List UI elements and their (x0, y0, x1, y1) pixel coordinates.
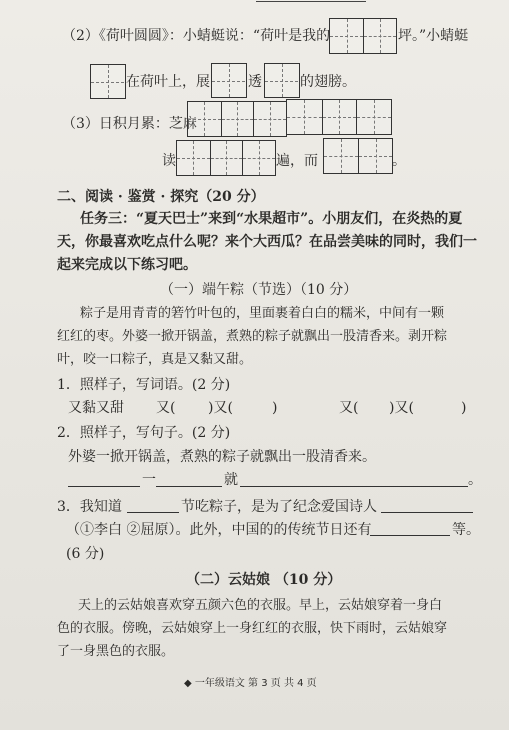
q2-grid-4 (264, 63, 300, 98)
section2-title: 二、阅读 · 鉴赏 · 探究（20 分） (57, 189, 265, 205)
q3-line1-a: 3．我知道 (57, 499, 122, 515)
q1-fill-a: 又( (156, 400, 176, 416)
q3-blank-3[interactable] (370, 521, 450, 536)
q2-blank-3[interactable] (240, 472, 468, 487)
q1-fill-d: 又( (339, 400, 359, 416)
q2-fill-a: 一 (142, 472, 156, 488)
q1-fill-f: ) (461, 400, 467, 416)
task-line-2: 天，你最喜欢吃点什么呢？来个大西瓜？在品尝美味的同时，我们一 (57, 234, 477, 250)
question-1-title: 1．照样子，写词语。(2 分) (57, 377, 231, 393)
q2-fill-end: 。 (468, 472, 482, 488)
passage1-line-3: 叶，咬一口粽子，真是又黏又甜。 (57, 352, 253, 367)
passage1-line-2: 红红的枣。外婆一掀开锅盖，煮熟的粽子就飘出一股清香来。剥开粽 (57, 329, 448, 344)
q2-blank-2[interactable] (156, 472, 222, 487)
q2-grid-1 (329, 18, 397, 54)
q3-line2-b: 遍，而 (276, 153, 318, 169)
q3-grid-2 (286, 99, 392, 135)
q1-fill-b: )又( (208, 400, 233, 416)
question-2-example: 外婆一掀开锅盖，煮熟的粽子就飘出一股清香来。 (68, 449, 376, 465)
q2-grid-2 (90, 64, 126, 99)
q3-grid-1 (187, 101, 287, 137)
q3-blank-2[interactable] (381, 498, 473, 513)
q3-line2-a: 读 (162, 153, 176, 169)
q3-line1-prefix: （3）日积月累：芝麻 (62, 116, 197, 132)
q2-line1-suffix: 坪。”小蜻蜓 (398, 28, 469, 44)
q3-line2-c: 。 (392, 153, 406, 169)
q3-grid-4 (323, 138, 393, 174)
q2-line2-a: 在荷叶上，展 (126, 74, 210, 90)
q2-fill-b: 就 (224, 472, 238, 488)
question-1-example: 又黏又甜 (68, 400, 124, 416)
passage2-title: （二）云姑娘 （10 分） (186, 572, 342, 588)
q1-fill-e: )又( (389, 400, 414, 416)
q3-points: (6 分) (66, 546, 105, 562)
q3-line2-a: （①李白 ②屈原）。此外，中国的的传统节日还有 (66, 522, 372, 538)
question-2-title: 2．照样子，写句子。(2 分) (57, 425, 231, 441)
q2-blank-1[interactable] (68, 472, 140, 487)
passage2-line-2: 色的衣服。傍晚，云姑娘穿上一身红红的衣服，快下雨时，云姑娘穿 (57, 621, 448, 636)
passage1-title: （一）端午粽（节选）（10 分） (160, 282, 358, 298)
q2-grid-3 (211, 63, 247, 98)
q3-blank-1[interactable] (127, 498, 179, 513)
passage1-line-1: 粽子是用青青的箬竹叶包的，里面裹着白白的糯米，中间有一颗 (80, 306, 445, 321)
passage2-line-1: 天上的云姑娘喜欢穿五颜六色的衣服。早上，云姑娘穿着一身白 (78, 598, 443, 613)
q3-line2-b: 等。 (452, 522, 480, 538)
q3-grid-3 (176, 140, 276, 176)
q2-line1-prefix: （2）《荷叶圆圆》：小蜻蜓说：“荷叶是我的 (62, 28, 331, 44)
task-line-3: 起来完成以下练习吧。 (57, 257, 197, 273)
q2-line2-c: 的翅膀。 (300, 74, 356, 90)
q1-fill-c: ) (272, 400, 278, 416)
top-rule (256, 1, 366, 2)
passage2-line-3: 了一身黑色的衣服。 (57, 644, 175, 659)
q3-line1-b: 节吃粽子，是为了纪念爱国诗人 (181, 499, 377, 515)
task-line-1: 任务三：“夏天巴士”来到“水果超市”。小朋友们，在炎热的夏 (80, 211, 463, 227)
q2-line2-b: 透 (248, 74, 262, 90)
page-footer: ◆ 一年级语文 第 3 页 共 4 页 (184, 678, 317, 689)
